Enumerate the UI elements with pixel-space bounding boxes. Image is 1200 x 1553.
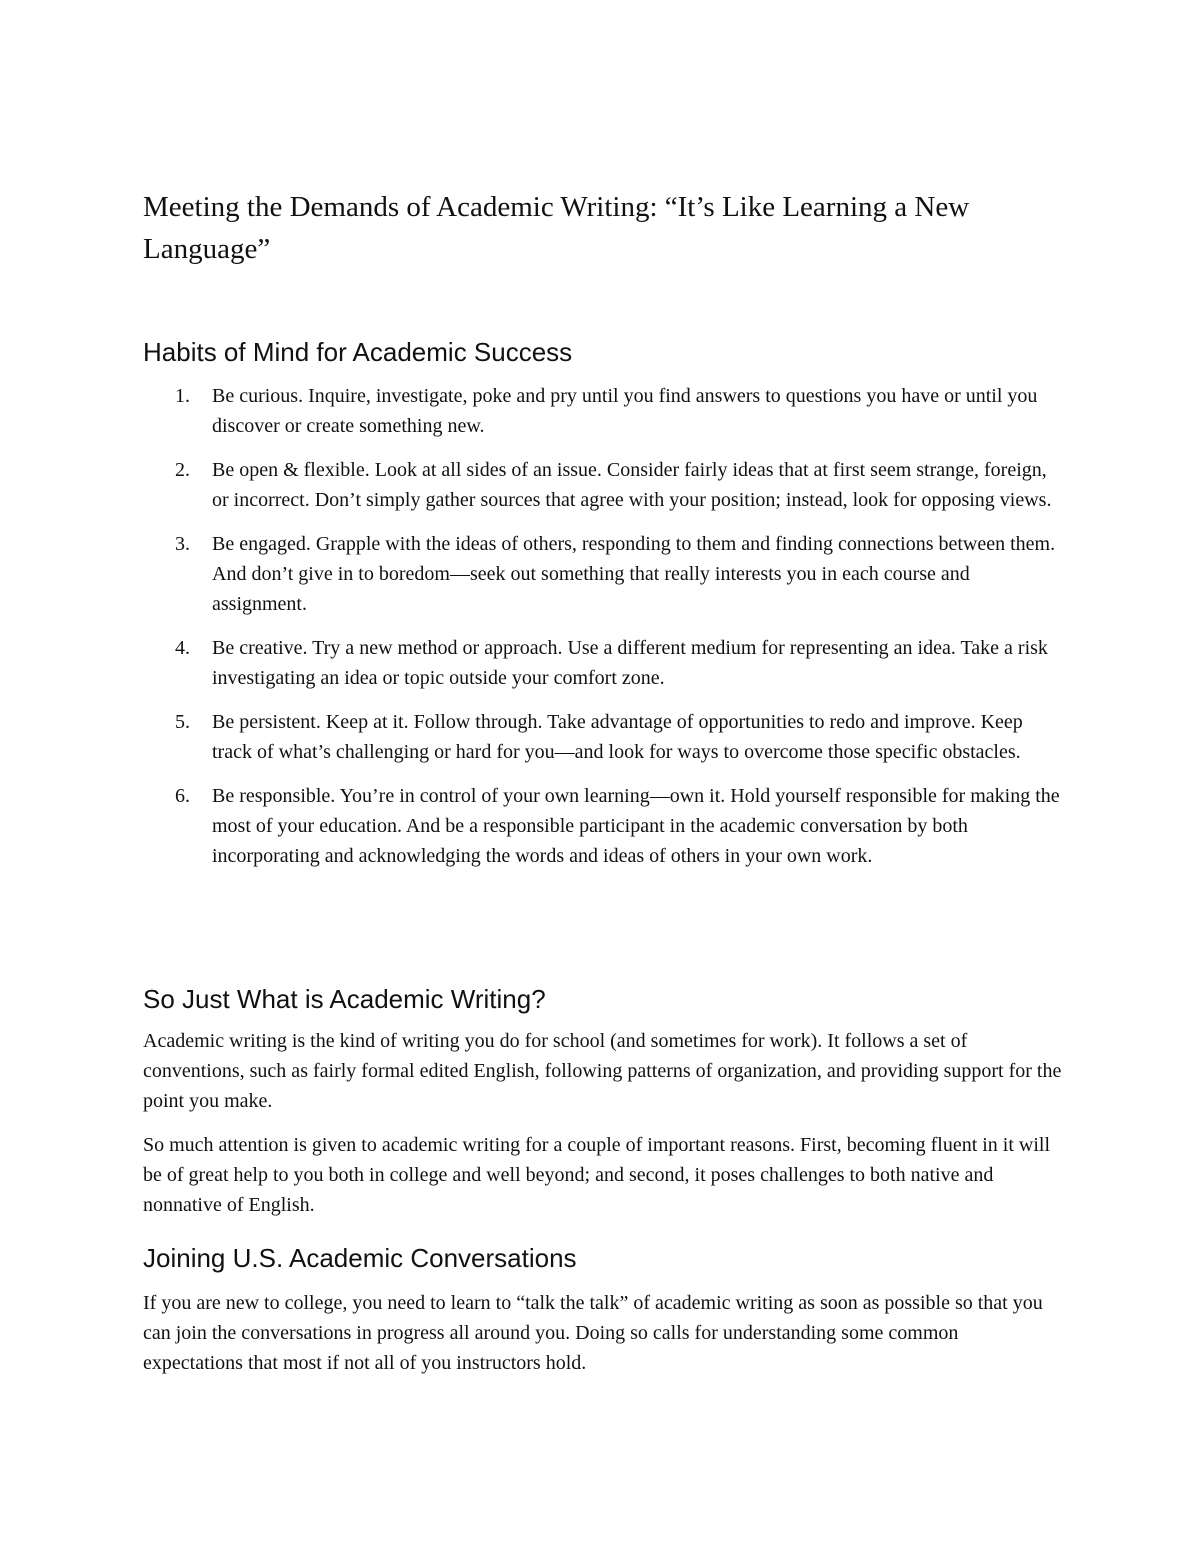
conversations-heading: Joining U.S. Academic Conversations [143,1243,577,1273]
list-item-number: 3. [175,533,190,555]
list-item-text: Be creative. Try a new method or approach. Use a different medium for representing an idea. Take a risk investigating an idea or topic outside your comfort zone. [212,637,1048,689]
document-title: Meeting the Demands of Academic Writing: “It’s Like Learning a New Language” [143,191,970,265]
paragraph: Academic writing is the kind of writing you do for school (and sometimes for work). It follows a set of conventions, such as fairly formal edited English, following patterns of organization, and providing support for the point you make. [143,1030,1062,1112]
list-item-number: 6. [175,785,190,807]
list-item-text: Be responsible. You’re in control of your own learning—own it. Hold yourself responsible for making the most of your education. And be a responsible participant in the academic conversation by both incorporating and acknowledging the words and ideas of others in your own work. [212,785,1060,867]
list-item-number: 4. [175,637,190,659]
list-item-text: Be open & flexible. Look at all sides of an issue. Consider fairly ideas that at first seem strange, foreign, or incorrect. Don’t simply gather sources that agree with your position; instead, look for opposing views. [212,459,1052,511]
list-item [143,529,1063,619]
list-item [143,455,1063,515]
habits-list [143,381,1063,885]
habits-heading: Habits of Mind for Academic Success [143,337,573,367]
list-item [143,707,1063,767]
list-item [143,381,1063,441]
list-item [143,633,1063,693]
list-item-number: 1. [175,385,190,407]
list-item-number: 2. [175,459,190,481]
list-item-text: Be persistent. Keep at it. Follow through. Take advantage of opportunities to redo and improve. Keep track of what’s challenging or hard for you—and look for ways to overcome those specific obstacles. [212,711,1023,763]
list-item-text: Be curious. Inquire, investigate, poke and pry until you find answers to questions you have or until you discover or create something new. [212,385,1038,437]
list-item-number: 5. [175,711,190,733]
paragraph: So much attention is given to academic writing for a couple of important reasons. First, becoming fluent in it will be of great help to you both in college and well beyond; and second, it poses challenges to both native and nonnative of English. [143,1134,1051,1216]
academic-writing-heading: So Just What is Academic Writing? [143,984,546,1014]
list-item-text: Be engaged. Grapple with the ideas of others, responding to them and finding connections between them. And don’t give in to boredom—seek out something that really interests you in each course and assignment. [212,533,1056,615]
list-item [143,781,1063,871]
paragraph: If you are new to college, you need to learn to “talk the talk” of academic writing as soon as possible so that you can join the conversations in progress all around you. Doing so calls for understanding some common expectations that most if not all of you instructors hold. [143,1292,1043,1374]
